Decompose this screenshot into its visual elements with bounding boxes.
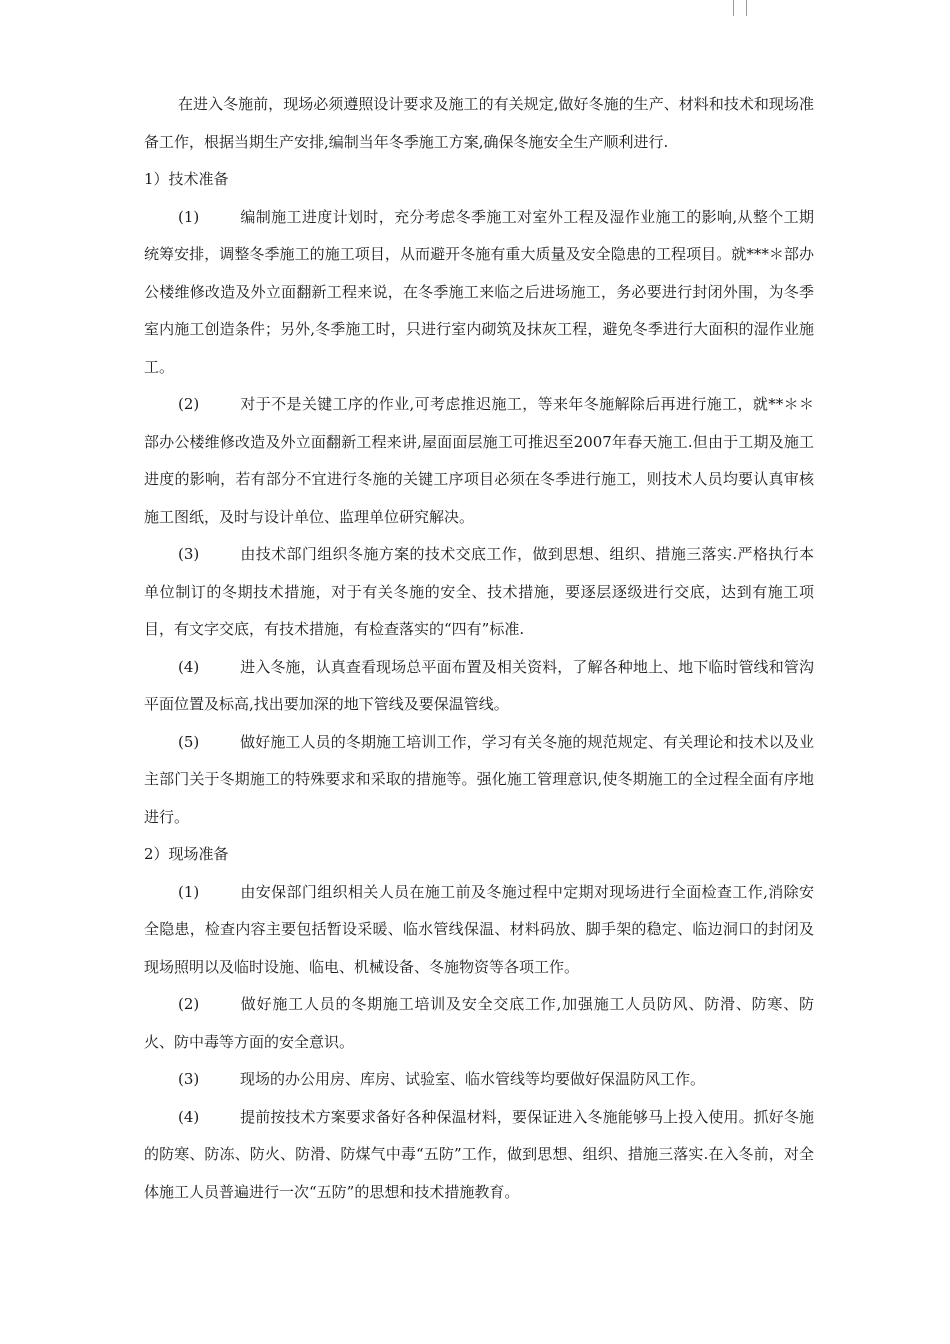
section-heading-site-preparation: 2）现场准备 <box>144 845 229 863</box>
list-item <box>144 1061 814 1099</box>
list-item <box>144 386 814 536</box>
list-item <box>144 986 814 1061</box>
item-text: 对于不是关键工序的作业,可考虑推迟施工，等来年冬施解除后再进行施工，就**＊＊部办公楼维修改造及外立面翻新工程来讲,屋面面层施工可推迟至2007年春天施工.但由于工期及施工进度的影响，若有部分不宜进行冬施的关键工序项目必须在冬季进行施工，则技术人员均要认真审核施工图纸，及时与设计单位、监理单位研究解决。 <box>144 395 814 526</box>
list-item <box>144 649 814 724</box>
item-number: (5) <box>178 732 200 751</box>
intro-paragraph: 在进入冬施前，现场必须遵照设计要求及施工的有关规定,做好冬施的生产、材料和技术和现场准备工作，根据当期生产安排,编制当年冬季施工方案,确保冬施安全生产顺利进行. <box>144 95 814 151</box>
item-text: 由安保部门组织相关人员在施工前及冬施过程中定期对现场进行全面检查工作,消除安全隐患，检查内容主要包括暂设采暖、临水管线保温、材料码放、脚手架的稳定、临边洞口的封闭及现场照明以及临时设施、临电、机械设备、冬施物资等各项工作。 <box>144 882 814 976</box>
item-number: (3) <box>178 1070 200 1088</box>
item-number: (2) <box>178 395 200 413</box>
document-body <box>144 86 814 1211</box>
item-number: (4) <box>178 1107 200 1126</box>
item-number: (3) <box>178 545 200 563</box>
item-text: 做好施工人员的冬期施工培训及安全交底工作,加强施工人员防风、防滑、防寒、防火、防中毒等方面的安全意识。 <box>144 995 814 1051</box>
item-text: 由技术部门组织冬施方案的技术交底工作，做到思想、组织、措施三落实.严格执行本单位制订的冬期技术措施，对于有关冬施的安全、技术措施，要逐层逐级进行交底，达到有施工项目，有文字交底，有技术措施，有检查落实的“四有”标准. <box>144 545 814 638</box>
item-number: (1) <box>178 882 200 901</box>
item-number: (2) <box>178 995 200 1013</box>
list-item <box>144 1099 814 1212</box>
list-item <box>144 199 814 387</box>
item-text: 提前按技术方案要求备好各种保温材料，要保证进入冬施能够马上投入使用。抓好冬施的防寒、防冻、防火、防滑、防煤气中毒“五防”工作，做到思想、组织、措施三落实.在入冬前，对全体施工人员普遍进行一次“五防”的思想和技术措施教育。 <box>144 1107 814 1201</box>
item-text: 现场的办公用房、库房、试验室、临水管线等均要做好保温防风工作。 <box>240 1070 706 1088</box>
list-item <box>144 536 814 649</box>
section-heading-technical-preparation: 1）技术准备 <box>144 170 229 188</box>
item-text: 做好施工人员的冬期施工培训工作，学习有关冬施的规范规定、有关理论和技术以及业主部门关于冬期施工的特殊要求和采取的措施等。强化施工管理意识,使冬期施工的全过程全面有序地进行。 <box>144 732 814 826</box>
item-text: 进入冬施，认真查看现场总平面布置及相关资料，了解各种地上、地下临时管线和管沟平面位置及标高,找出要加深的地下管线及要保温管线。 <box>144 657 814 713</box>
list-item <box>144 874 814 987</box>
list-item <box>144 724 814 837</box>
page-corner-mark <box>733 0 734 16</box>
item-number: (4) <box>178 657 200 676</box>
item-text: 编制施工进度计划时，充分考虑冬季施工对室外工程及湿作业施工的影响,从整个工期统筹安排，调整冬季施工的施工项目，从而避开冬施有重大质量及安全隐患的工程项目。就***＊部办公楼维修改造及外立面翻新工程来说，在冬季施工来临之后进场施工，务必要进行封闭外围，为冬季室内施工创造条件；另外,冬季施工时，只进行室内砌筑及抹灰工程，避免冬季进行大面积的湿作业施工。 <box>144 207 814 376</box>
item-number: (1) <box>178 207 200 226</box>
page-corner-mark <box>746 0 747 16</box>
